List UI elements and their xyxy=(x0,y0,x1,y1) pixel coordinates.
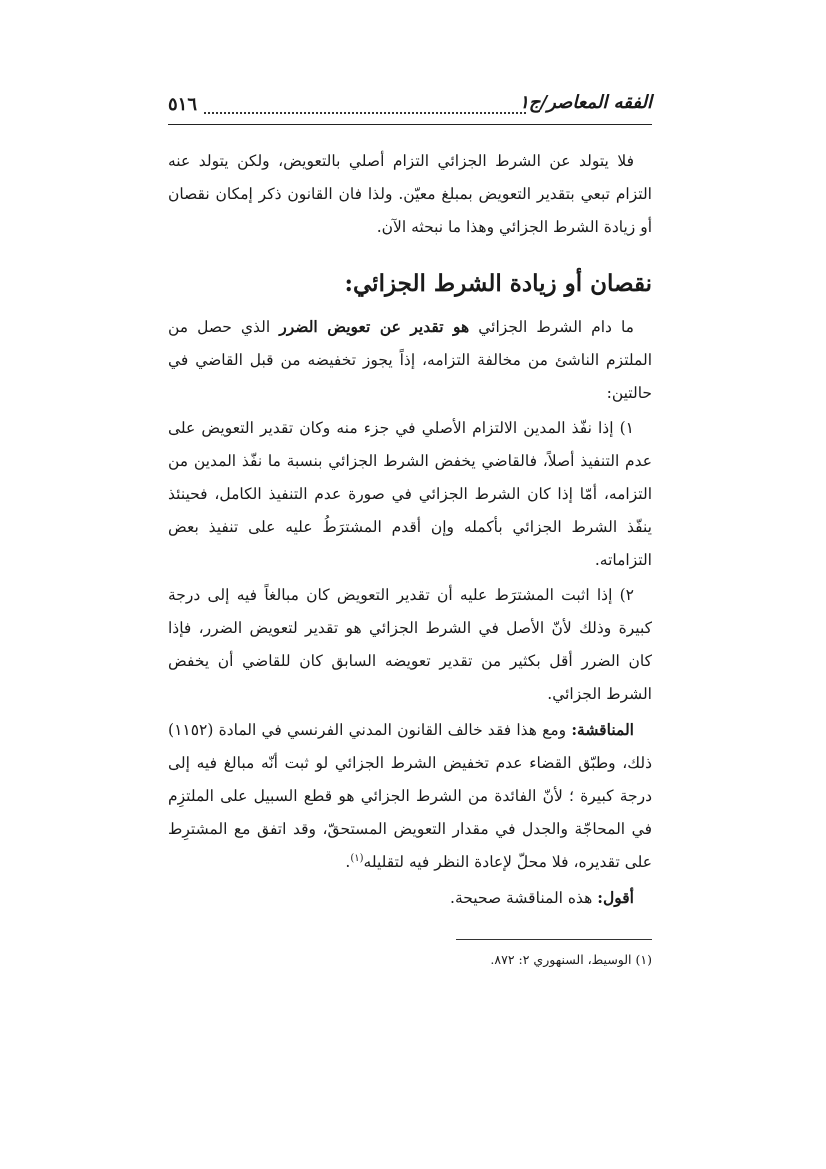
case-one-paragraph: ١) إذا نفّذ المدين الالتزام الأصلي في جزء منه وكان تقدير التعويض على عدم التنفيذ أصلاً، فالقاضي يخفض الشرط الجزائي بنسبة ما نفّذ المدين من التزامه، أمّا إذا كان الشرط الجزائي في صورة عدم التنفيذ الكامل، فحينئذ ينفّذ الشرط الجزائي بأكمله وإن أقدم المشترَطُ عليه على تنفيذ بعض التزاماته. xyxy=(168,419,652,569)
section-intro-start: ما دام الشرط الجزائي xyxy=(469,318,634,336)
header-dotted-leader xyxy=(204,112,526,114)
discussion-label: المناقشة: xyxy=(571,720,634,739)
footnote-separator xyxy=(456,939,652,940)
intro-line-2: تبعي بتقدير التعويض بمبلغ معيّن. ولذا فان القانون ذكر إمكان نقصان أو زيادة xyxy=(168,185,652,236)
page-header xyxy=(168,90,652,125)
section-intro-end: الذي حصل من الملتزم الناشئ من مخالفة التزامه، إذاً يجوز تخفيضه من قبل القاضي في حالتين: xyxy=(168,318,652,402)
discussion-end: . xyxy=(345,853,351,871)
opinion-paragraph xyxy=(168,881,652,915)
footnote: (١) الوسيط، السنهوري ٢: ٨٧٢. xyxy=(490,952,652,967)
section-intro-bold: هو تقدير عن تعويض الضرر xyxy=(279,317,470,336)
section-heading: نقصان أو زيادة الشرط الجزائي: xyxy=(344,270,652,297)
discussion-text: ومع هذا فقد خالف القانون المدني الفرنسي في المادة (١١٥٢) ذلك، وطبّق القضاء عدم تخفيض الشرط الجزائي لو ثبت أنّه مبالغ فيه إلى درجة كبيرة ؛ لأنّ الفائدة من الشرط الجزائي هو قطع السبيل على الملتزِم في المحاجّة والجدل في مقدار التعويض المستحقّ، وقد اتفق مع المشترِط على تقديره، فلا محلّ لإعادة النظر فيه لتقليله xyxy=(168,721,652,871)
case-two-paragraph: ٢) إذا اثبت المشترَط عليه أن تقدير التعويض كان مبالغاً فيه إلى درجة كبيرة وذلك لأنّ الأصل في الشرط الجزائي هو تقدير لتعويض الضرر، فإذا كان الضرر أقل بكثير من تقدير تعويضه السابق كان للقاضي أن يخفض الشرط الجزائي. xyxy=(168,586,652,703)
discussion-paragraph xyxy=(168,713,652,879)
page-number: ٥١٦ xyxy=(168,94,198,115)
running-title: الفقه المعاصر/ج١ xyxy=(519,92,652,113)
footnote-reference[interactable]: (١) xyxy=(350,852,364,864)
book-page xyxy=(168,90,652,972)
intro-paragraph xyxy=(168,145,652,244)
opinion-text: هذه المناقشة صحيحة. xyxy=(450,889,598,907)
opinion-label: أقول: xyxy=(597,888,634,907)
section-intro-paragraph xyxy=(168,310,652,410)
intro-line-3: الشرط الجزائي وهذا ما نبحثه الآن. xyxy=(376,218,599,236)
intro-line-1: فلا يتولد عن الشرط الجزائي التزام أصلي بالتعويض، ولكن يتولد عنه التزام xyxy=(168,152,652,203)
